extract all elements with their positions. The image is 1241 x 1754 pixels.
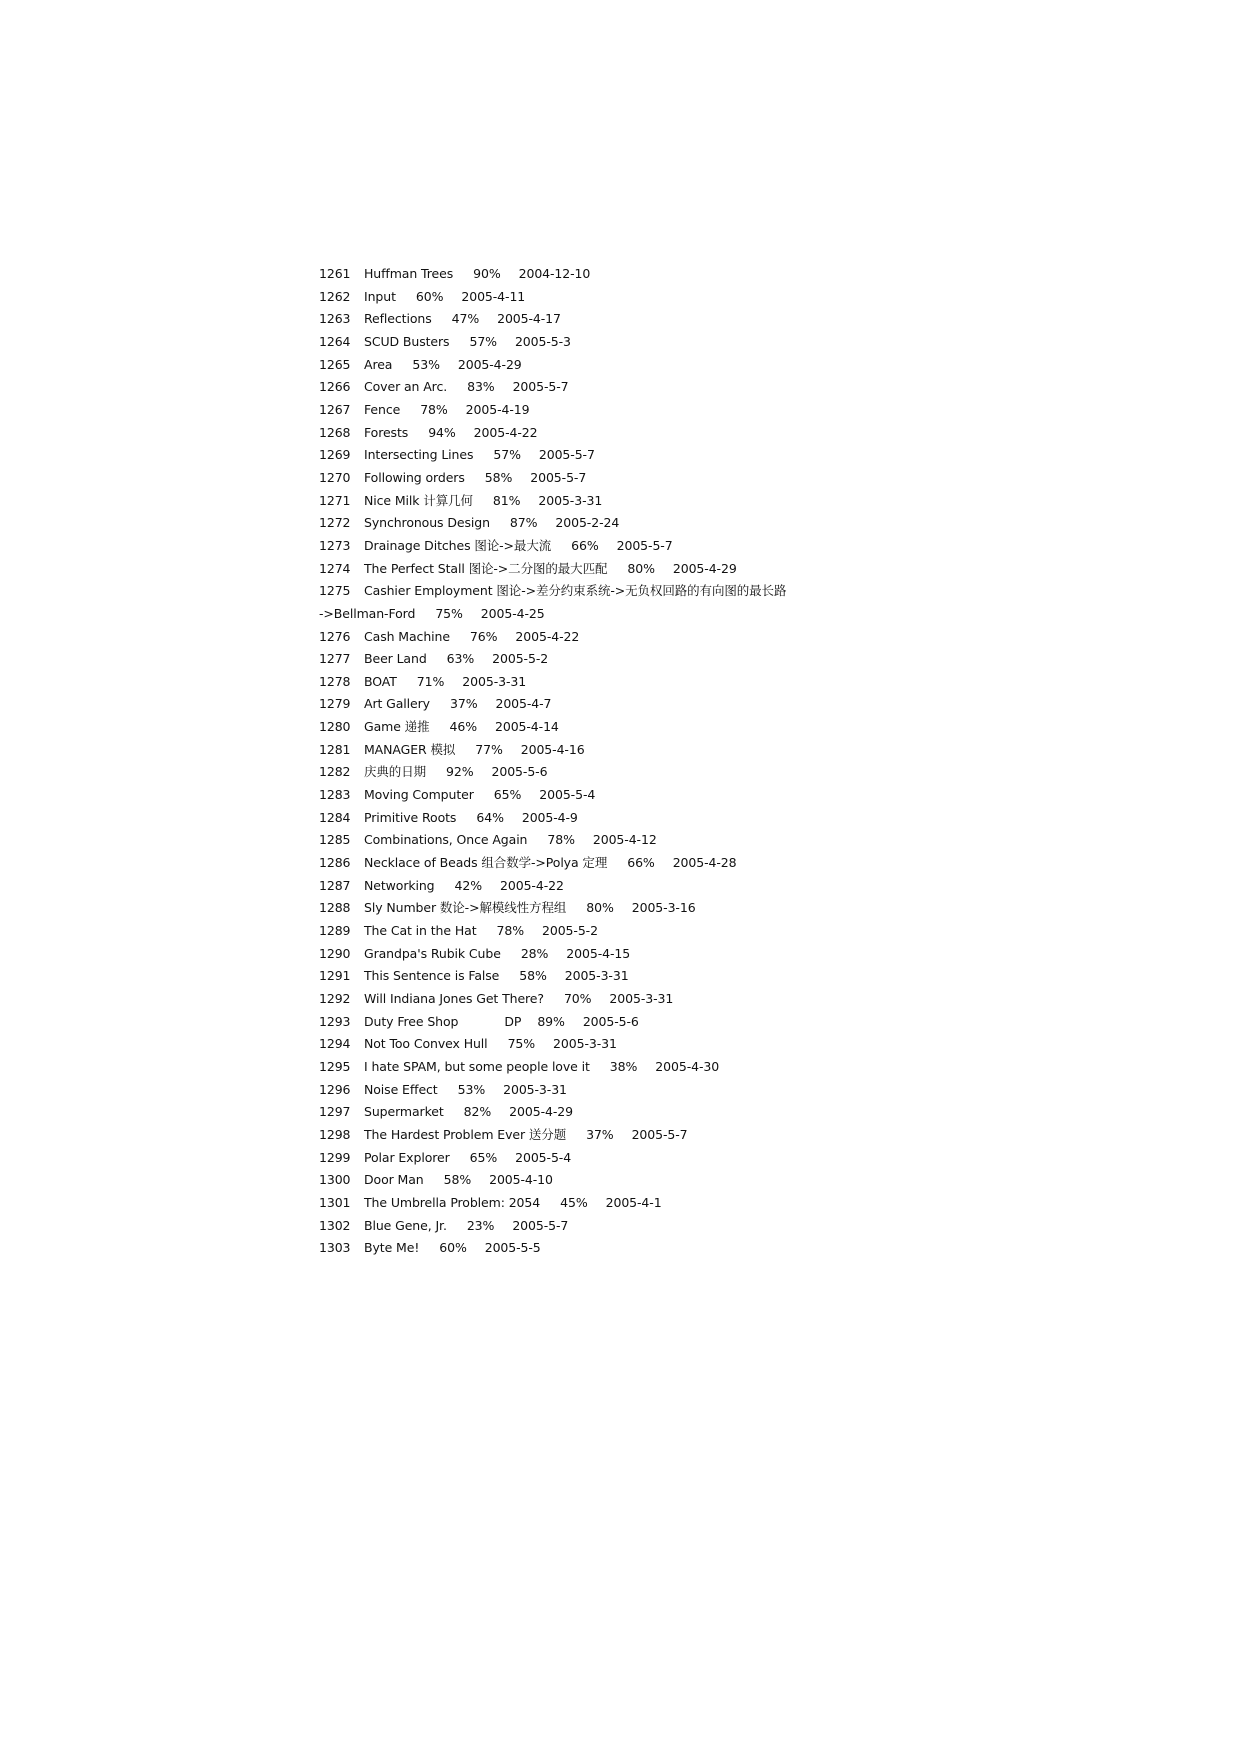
problem-id: 1288 bbox=[319, 900, 351, 916]
problem-id: 1298 bbox=[319, 1126, 351, 1142]
problem-row bbox=[319, 376, 1219, 399]
problem-row bbox=[319, 535, 1219, 558]
problem-percent: 64% bbox=[476, 809, 504, 825]
problem-date: 2005-5-7 bbox=[512, 379, 569, 395]
problem-id: 1273 bbox=[319, 537, 351, 553]
problem-id: 1266 bbox=[319, 379, 351, 395]
problem-id: 1286 bbox=[319, 855, 351, 871]
problem-id: 1301 bbox=[319, 1194, 351, 1210]
problem-percent: 87% bbox=[509, 515, 538, 531]
problem-percent: 89% bbox=[537, 1013, 565, 1029]
problem-row bbox=[319, 1237, 1219, 1260]
problem-row bbox=[319, 965, 1219, 988]
problem-title: Cash Machine bbox=[364, 628, 450, 644]
problem-row bbox=[319, 1033, 1219, 1056]
problem-list bbox=[319, 263, 1219, 1260]
problem-id: 1267 bbox=[319, 401, 351, 417]
problem-percent: 53% bbox=[457, 1081, 486, 1097]
problem-date: 2005-5-7 bbox=[530, 469, 587, 485]
problem-id: 1292 bbox=[319, 991, 351, 1006]
problem-percent: 57% bbox=[469, 333, 497, 349]
problem-id: 1280 bbox=[319, 719, 351, 735]
problem-percent: 82% bbox=[463, 1104, 492, 1120]
problem-date: 2005-4-7 bbox=[495, 696, 552, 712]
problem-date: 2005-4-1 bbox=[605, 1194, 662, 1210]
problem-row bbox=[319, 1124, 1219, 1147]
problem-percent: 75% bbox=[507, 1036, 536, 1052]
problem-date: 2005-5-5 bbox=[484, 1240, 541, 1256]
problem-percent: 63% bbox=[446, 651, 475, 667]
problem-percent: 78% bbox=[420, 401, 448, 417]
problem-id: 1285 bbox=[319, 832, 351, 848]
problem-id: 1281 bbox=[319, 741, 351, 757]
problem-date: 2005-2-24 bbox=[555, 515, 620, 531]
problem-title: Game 递推 bbox=[364, 719, 430, 735]
problem-percent: 53% bbox=[412, 356, 440, 372]
problem-date: 2005-4-22 bbox=[515, 628, 580, 644]
problem-title: Forests bbox=[364, 424, 409, 440]
problem-percent: 90% bbox=[473, 266, 501, 281]
problem-id: 1299 bbox=[319, 1149, 351, 1165]
problem-title-continuation: ->Bellman-Ford bbox=[319, 605, 416, 621]
problem-percent: 60% bbox=[415, 288, 444, 304]
problem-percent: 28% bbox=[520, 945, 549, 961]
problem-percent: 23% bbox=[466, 1217, 495, 1233]
problem-percent: 76% bbox=[469, 628, 498, 644]
problem-title: Combinations, Once Again bbox=[364, 832, 528, 848]
problem-title: Noise Effect bbox=[364, 1081, 438, 1097]
problem-date: 2005-5-7 bbox=[616, 537, 673, 553]
problem-date: 2005-3-31 bbox=[538, 492, 603, 508]
problem-title: Primitive Roots bbox=[364, 809, 457, 825]
problem-title: Byte Me! bbox=[364, 1240, 420, 1256]
problem-percent: 80% bbox=[586, 900, 614, 916]
problem-percent: 92% bbox=[446, 764, 474, 780]
problem-title: Art Gallery bbox=[364, 696, 430, 712]
problem-title: Drainage Ditches 图论->最大流 bbox=[364, 537, 552, 553]
problem-id: 1272 bbox=[319, 515, 351, 531]
problem-row bbox=[319, 512, 1219, 535]
problem-date: 2005-4-30 bbox=[655, 1058, 720, 1074]
problem-date: 2005-4-19 bbox=[465, 401, 530, 417]
problem-id: 1294 bbox=[319, 1036, 351, 1052]
problem-title: Fence bbox=[364, 401, 401, 417]
problem-row bbox=[319, 308, 1219, 331]
problem-title: SCUD Busters bbox=[364, 333, 450, 349]
problem-id: 1289 bbox=[319, 923, 351, 939]
problem-title: The Cat in the Hat bbox=[364, 923, 477, 939]
problem-percent: 38% bbox=[609, 1058, 638, 1074]
problem-percent: 66% bbox=[571, 537, 599, 553]
problem-date: 2005-4-28 bbox=[672, 855, 737, 871]
problem-row bbox=[319, 761, 1219, 784]
problem-percent: 71% bbox=[416, 673, 445, 689]
problem-row bbox=[319, 739, 1219, 762]
problem-date: 2005-4-29 bbox=[457, 356, 522, 372]
problem-percent: 65% bbox=[493, 787, 522, 803]
problem-date: 2005-4-25 bbox=[480, 605, 545, 621]
problem-row bbox=[319, 1192, 1219, 1215]
problem-id: 1283 bbox=[319, 787, 351, 803]
problem-title: The Umbrella Problem: 2054 bbox=[364, 1194, 541, 1210]
problem-title: Supermarket bbox=[364, 1104, 444, 1120]
problem-title: Intersecting Lines bbox=[364, 447, 474, 463]
problem-percent: 37% bbox=[449, 696, 478, 712]
problem-percent: 81% bbox=[492, 492, 521, 508]
problem-date: 2005-5-6 bbox=[491, 764, 548, 780]
problem-title: Area bbox=[364, 356, 393, 372]
problem-date: 2005-3-31 bbox=[553, 1036, 617, 1052]
problem-row bbox=[319, 920, 1219, 943]
problem-row bbox=[319, 1079, 1219, 1102]
problem-date: 2005-5-3 bbox=[514, 333, 571, 349]
problem-title: Cashier Employment 图论->差分约束系统->无负权回路的有向图的最长路 bbox=[364, 583, 787, 599]
problem-id: 1284 bbox=[319, 809, 351, 825]
problem-title: Input bbox=[364, 288, 396, 304]
problem-date: 2005-5-6 bbox=[582, 1013, 639, 1029]
problem-row bbox=[319, 988, 1219, 1011]
problem-title: 庆典的日期 bbox=[364, 764, 427, 780]
problem-date: 2005-4-9 bbox=[521, 809, 578, 825]
problem-title: BOAT bbox=[364, 673, 397, 689]
problem-date: 2005-4-10 bbox=[489, 1172, 553, 1188]
problem-row bbox=[319, 467, 1219, 490]
problem-date: 2005-4-22 bbox=[500, 877, 564, 893]
problem-id: 1268 bbox=[319, 424, 351, 440]
problem-row bbox=[319, 671, 1219, 694]
problem-title: The Hardest Problem Ever 送分题 bbox=[364, 1126, 567, 1142]
problem-row bbox=[319, 716, 1219, 739]
problem-title: Huffman Trees bbox=[364, 266, 454, 281]
problem-id: 1278 bbox=[319, 673, 351, 689]
problem-date: 2005-5-2 bbox=[492, 651, 549, 667]
problem-row bbox=[319, 943, 1219, 966]
problem-percent: 60% bbox=[439, 1240, 467, 1256]
problem-date: 2005-4-29 bbox=[509, 1104, 573, 1120]
problem-percent: 70% bbox=[563, 991, 592, 1006]
problem-date: 2005-4-16 bbox=[520, 741, 585, 757]
problem-date: 2005-3-16 bbox=[631, 900, 696, 916]
problem-percent: 77% bbox=[475, 741, 503, 757]
problem-percent: 66% bbox=[627, 855, 655, 871]
problem-id: 1262 bbox=[319, 288, 351, 304]
problem-id: 1263 bbox=[319, 311, 351, 327]
problem-id: 1291 bbox=[319, 968, 351, 984]
problem-id: 1303 bbox=[319, 1240, 351, 1256]
problem-id: 1274 bbox=[319, 560, 351, 576]
problem-row bbox=[319, 807, 1219, 830]
problem-date: 2005-5-7 bbox=[512, 1217, 569, 1233]
problem-row bbox=[319, 444, 1219, 467]
problem-id: 1290 bbox=[319, 945, 351, 961]
problem-id: 1277 bbox=[319, 651, 351, 667]
problem-date: 2005-5-4 bbox=[539, 787, 596, 803]
problem-id: 1295 bbox=[319, 1058, 351, 1074]
problem-percent: 37% bbox=[586, 1126, 614, 1142]
problem-percent: 58% bbox=[519, 968, 547, 984]
problem-percent: 42% bbox=[454, 877, 483, 893]
problem-id: 1270 bbox=[319, 469, 351, 485]
problem-id: 1296 bbox=[319, 1081, 351, 1097]
problem-percent: 58% bbox=[484, 469, 513, 485]
problem-percent: 57% bbox=[493, 447, 521, 463]
problem-row bbox=[319, 626, 1219, 649]
problem-row bbox=[319, 852, 1219, 875]
problem-percent: 75% bbox=[435, 605, 463, 621]
problem-id: 1265 bbox=[319, 356, 351, 372]
problem-percent: 94% bbox=[428, 424, 456, 440]
problem-percent: 46% bbox=[449, 719, 477, 735]
problem-row bbox=[319, 263, 1219, 286]
problem-row bbox=[319, 875, 1219, 898]
problem-row bbox=[319, 490, 1219, 513]
problem-date: 2005-3-31 bbox=[609, 991, 674, 1006]
problem-row bbox=[319, 331, 1219, 354]
problem-title: Necklace of Beads 组合数学->Polya 定理 bbox=[364, 855, 608, 871]
problem-title: This Sentence is False bbox=[364, 968, 500, 984]
problem-id: 1275 bbox=[319, 583, 351, 599]
problem-id: 1271 bbox=[319, 492, 351, 508]
problem-title: Will Indiana Jones Get There? bbox=[364, 991, 544, 1006]
problem-percent: 65% bbox=[469, 1149, 498, 1165]
problem-date: 2005-5-2 bbox=[542, 923, 598, 939]
problem-title: Sly Number 数论->解模线性方程组 bbox=[364, 900, 567, 916]
problem-title: Duty Free Shop bbox=[364, 1013, 459, 1029]
problem-id: 1264 bbox=[319, 333, 351, 349]
problem-id: 1300 bbox=[319, 1172, 351, 1188]
problem-date: 2005-5-7 bbox=[631, 1126, 688, 1142]
problem-row bbox=[319, 784, 1219, 807]
problem-date: 2005-4-17 bbox=[497, 311, 561, 327]
problem-row bbox=[319, 286, 1219, 309]
problem-title: Beer Land bbox=[364, 651, 427, 667]
problem-date: 2005-3-31 bbox=[462, 673, 527, 689]
problem-row bbox=[319, 422, 1219, 445]
problem-id: 1261 bbox=[319, 266, 351, 281]
problem-title: Cover an Arc. bbox=[364, 379, 448, 395]
problem-date: 2005-4-11 bbox=[461, 288, 526, 304]
problem-id: 1282 bbox=[319, 764, 351, 780]
problem-date: 2005-3-31 bbox=[503, 1081, 567, 1097]
problem-row bbox=[319, 1169, 1219, 1192]
problem-row bbox=[319, 648, 1219, 671]
problem-title: Door Man bbox=[364, 1172, 424, 1188]
problem-percent: 83% bbox=[467, 379, 495, 395]
problem-row bbox=[319, 1011, 1219, 1034]
problem-percent: 78% bbox=[547, 832, 575, 848]
problem-row bbox=[319, 1056, 1219, 1079]
problem-title: MANAGER 模拟 bbox=[364, 741, 456, 757]
problem-date: 2005-4-22 bbox=[473, 424, 538, 440]
problem-row bbox=[319, 1147, 1219, 1170]
problem-percent: 58% bbox=[443, 1172, 472, 1188]
problem-title: Blue Gene, Jr. bbox=[364, 1217, 447, 1233]
problem-title: Not Too Convex Hull bbox=[364, 1036, 488, 1052]
problem-row bbox=[319, 558, 1219, 581]
problem-title: Synchronous Design bbox=[364, 515, 490, 531]
problem-id: 1302 bbox=[319, 1217, 351, 1233]
problem-title: Polar Explorer bbox=[364, 1149, 450, 1165]
problem-row bbox=[319, 399, 1219, 422]
problem-date: 2005-4-14 bbox=[494, 719, 559, 735]
problem-row bbox=[319, 829, 1219, 852]
problem-row bbox=[319, 897, 1219, 920]
problem-date: 2005-5-4 bbox=[515, 1149, 572, 1165]
problem-row-continuation bbox=[319, 603, 1219, 626]
problem-row bbox=[319, 354, 1219, 377]
problem-id: 1293 bbox=[319, 1013, 351, 1029]
problem-percent: 45% bbox=[560, 1194, 588, 1210]
problem-title: The Perfect Stall 图论->二分图的最大匹配 bbox=[364, 560, 608, 576]
problem-date: 2005-4-29 bbox=[672, 560, 737, 576]
problem-date: 2005-5-7 bbox=[538, 447, 595, 463]
problem-title: Networking bbox=[364, 877, 435, 893]
problem-title: I hate SPAM, but some people love it bbox=[364, 1058, 590, 1074]
problem-percent: 47% bbox=[451, 311, 480, 327]
problem-date: 2004-12-10 bbox=[518, 266, 591, 281]
problem-row bbox=[319, 693, 1219, 716]
problem-percent: 78% bbox=[496, 923, 524, 939]
problem-date: 2005-3-31 bbox=[564, 968, 629, 984]
problem-row bbox=[319, 1215, 1219, 1238]
problem-id: 1287 bbox=[319, 877, 351, 893]
problem-title: Following orders bbox=[364, 469, 465, 485]
problem-title: Grandpa's Rubik Cube bbox=[364, 945, 501, 961]
problem-id: 1269 bbox=[319, 447, 351, 463]
problem-note: DP bbox=[504, 1013, 522, 1029]
problem-id: 1297 bbox=[319, 1104, 351, 1120]
problem-id: 1279 bbox=[319, 696, 351, 712]
problem-row bbox=[319, 1101, 1219, 1124]
problem-date: 2005-4-12 bbox=[592, 832, 657, 848]
problem-title: Nice Milk 计算几何 bbox=[364, 492, 473, 508]
problem-title: Moving Computer bbox=[364, 787, 474, 803]
problem-id: 1276 bbox=[319, 628, 351, 644]
problem-title: Reflections bbox=[364, 311, 432, 327]
problem-percent: 80% bbox=[627, 560, 655, 576]
problem-row-first-line bbox=[319, 580, 1219, 603]
problem-date: 2005-4-15 bbox=[566, 945, 631, 961]
